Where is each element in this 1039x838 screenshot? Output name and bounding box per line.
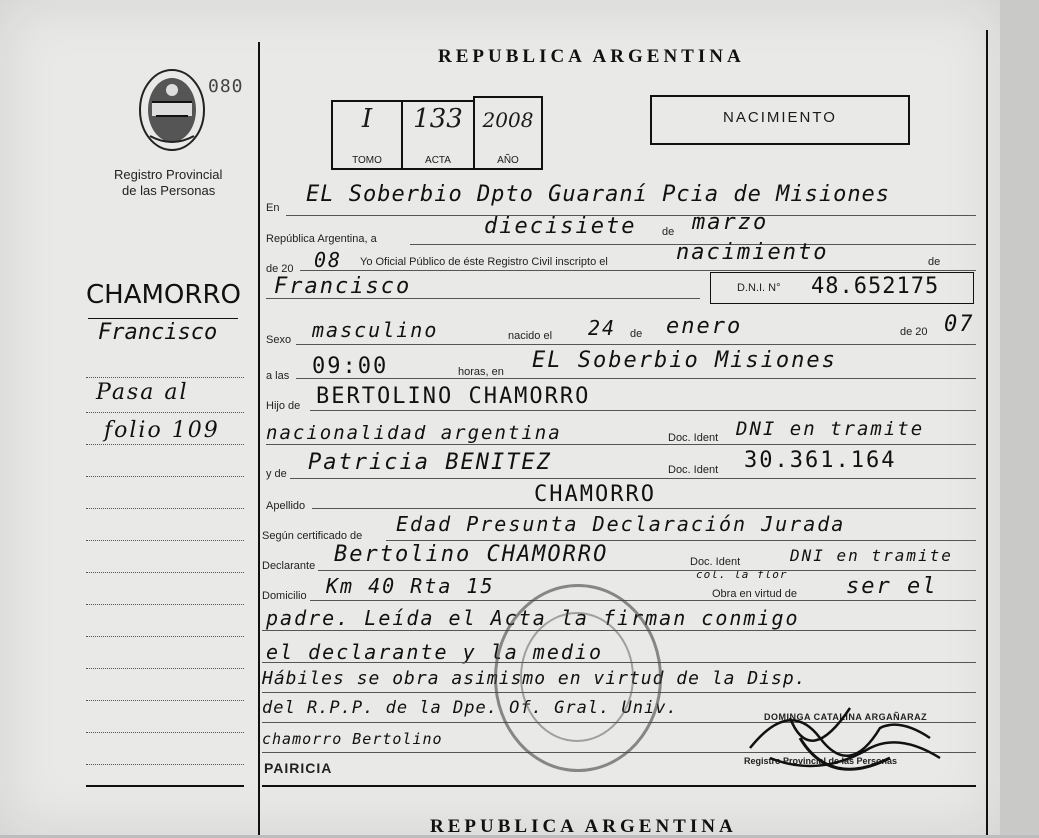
form-line: [290, 478, 976, 479]
margin-line: [86, 764, 244, 765]
birth-year: 07: [944, 312, 975, 337]
mother-name: Patricia BENITEZ: [308, 450, 552, 475]
label-republica: República Argentina, a: [266, 233, 377, 245]
acta-value: 133: [413, 104, 463, 134]
declarante-doc: DNI en tramite: [790, 546, 953, 565]
margin-underline: [88, 318, 238, 319]
form-line: [310, 600, 976, 601]
form-line: [318, 570, 976, 571]
margin-line: [86, 732, 244, 733]
mother-doc: 30.361.164: [744, 448, 897, 473]
registry-line-1: Registro Provincial: [114, 167, 223, 182]
declarante-name: Bertolino CHAMORRO: [334, 542, 609, 567]
record-type-box: [650, 95, 910, 145]
right-rule: [986, 30, 988, 835]
margin-line: [86, 476, 244, 477]
father-nationality: nacionalidad argentina: [266, 422, 562, 444]
anio-value: 2008: [482, 108, 534, 132]
margin-surname: CHAMORRO: [86, 280, 241, 310]
free-line-3: Hábiles se obra asimismo en virtud de la Disp.: [262, 668, 807, 689]
obra-value: ser el: [846, 574, 938, 599]
stamp-name: DOMINGA CATALINA ARGAÑARAZ: [764, 712, 928, 722]
form-line: [266, 444, 976, 445]
margin-line: [86, 412, 244, 413]
margin-line: [86, 700, 244, 701]
stamp-registry: Registro Provincial de las Personas: [744, 756, 898, 766]
registry-line-2: de las Personas: [122, 183, 216, 198]
label-yde: y de: [266, 468, 287, 480]
acta-cell: [401, 100, 475, 170]
margin-line: [86, 572, 244, 573]
stamp-number: 080: [208, 76, 244, 97]
apellido-value: CHAMORRO: [534, 482, 656, 507]
form-line: [296, 378, 976, 379]
dni-value: 48.652175: [811, 274, 940, 299]
label-birth-year-prefix: de 20: [900, 326, 928, 338]
label-de-1: de: [662, 226, 675, 238]
label-doc-ident-2: Doc. Ident: [668, 464, 719, 476]
label-horas: horas, en: [458, 366, 504, 378]
tomo-value: I: [361, 104, 373, 134]
page-edge: [1000, 0, 1039, 835]
bottom-title: REPUBLICA ARGENTINA: [430, 816, 737, 837]
dni-box: [710, 272, 974, 304]
tomo-cell: [331, 100, 403, 170]
label-alas: a las: [266, 370, 290, 382]
margin-rule: [258, 42, 260, 835]
col-note: col. la flor: [696, 568, 788, 581]
label-domicilio: Domicilio: [262, 590, 307, 602]
certificado-value: Edad Presunta Declaración Jurada: [396, 512, 846, 536]
anio-label: AÑO: [497, 155, 519, 166]
label-year-prefix: de 20: [266, 263, 294, 275]
father-name: BERTOLINO CHAMORRO: [316, 384, 591, 409]
label-sexo: Sexo: [266, 334, 292, 346]
name-value: Francisco: [274, 274, 412, 299]
label-declarante: Declarante: [262, 560, 316, 572]
margin-line: [86, 604, 244, 605]
event-value: nacimiento: [676, 240, 829, 265]
free-line-5: chamorro Bertolino: [262, 730, 443, 748]
label-obra: Obra en virtud de: [712, 588, 797, 600]
tomo-label: TOMO: [352, 155, 382, 166]
free-line-4: del R.P.P. de la Dpe. Of. Gral. Univ.: [262, 698, 678, 718]
label-doc-ident-1: Doc. Ident: [668, 432, 719, 444]
page-title: REPUBLICA ARGENTINA: [438, 46, 745, 67]
margin-bottom-rule: [86, 785, 244, 787]
free-line-1: padre. Leída el Acta la firman conmigo: [266, 606, 800, 630]
margin-line: [86, 668, 244, 669]
year-value: 08: [314, 248, 343, 272]
label-de-3: de: [630, 328, 643, 340]
form-line: [296, 344, 976, 345]
record-type: NACIMIENTO: [723, 109, 837, 126]
sexo-value: masculino: [312, 318, 439, 342]
margin-note-2: folio 109: [104, 418, 220, 443]
day-value: diecisiete: [484, 214, 637, 239]
dni-label: D.N.I. N°: [737, 282, 781, 294]
birth-day: 24: [588, 316, 617, 340]
birth-month: enero: [666, 314, 743, 339]
anio-cell: [473, 96, 543, 170]
margin-line: [86, 444, 244, 445]
crest-icon: [136, 66, 208, 154]
official-seal-inner: [520, 612, 634, 742]
label-doc-ident-3: Doc. Ident: [690, 556, 741, 568]
mother-signature: PAIRICIA: [264, 760, 333, 776]
margin-line: [86, 540, 244, 541]
free-line-2: el declarante y la medio: [266, 640, 603, 664]
form-line: [266, 298, 700, 299]
form-line: [312, 508, 976, 509]
label-hijo: Hijo de: [266, 400, 301, 412]
label-apellido: Apellido: [266, 500, 306, 512]
label-en: En: [266, 202, 280, 214]
margin-line: [86, 636, 244, 637]
margin-line: [86, 508, 244, 509]
form-line: [310, 410, 976, 411]
time-value: 09:00: [312, 354, 389, 379]
month-value: marzo: [692, 210, 769, 235]
label-certificado: Según certificado de: [262, 530, 363, 542]
acta-label: ACTA: [425, 155, 451, 166]
margin-line: [86, 377, 244, 378]
place-of-registration: EL Soberbio Dpto Guaraní Pcia de Misiones: [306, 182, 891, 207]
birth-place: EL Soberbio Misiones: [532, 348, 837, 373]
signature-icon: [730, 688, 950, 788]
father-doc: DNI en tramite: [736, 418, 925, 440]
form-line: [386, 540, 976, 541]
label-nacido: nacido el: [508, 330, 553, 342]
official-text: Yo Oficial Público de éste Registro Civil inscripto el: [360, 256, 608, 268]
margin-note-1: Pasa al: [96, 380, 189, 405]
margin-given-name: Francisco: [98, 320, 218, 345]
label-de-2: de: [928, 256, 941, 268]
domicilio-value: Km 40 Rta 15: [326, 574, 495, 598]
form-line: [300, 270, 976, 271]
